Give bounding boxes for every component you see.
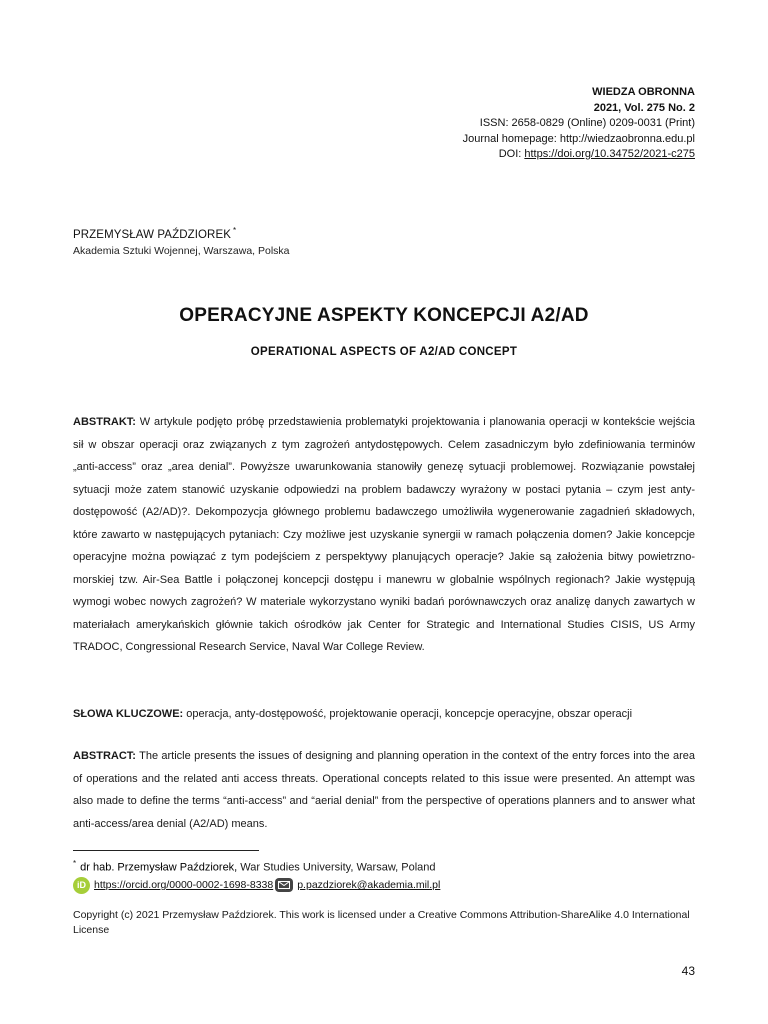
orcid-link[interactable]: https://orcid.org/0000-0002-1698-8338 (94, 879, 274, 891)
paper-subtitle: OPERATIONAL ASPECTS OF A2/AD CONCEPT (250, 346, 518, 358)
paper-title: OPERACYJNE ASPEKTY KONCEPCJI A2/AD (179, 305, 589, 326)
abstrakt-label: ABSTRAKT: (73, 416, 136, 428)
abstract-section (73, 745, 695, 835)
doi-link[interactable]: https://doi.org/10.34752/2021-c275 (524, 148, 695, 160)
footnote-name: dr hab. Przemysław Paździorek, (80, 861, 238, 874)
journal-header (463, 85, 695, 163)
journal-name: WIEDZA OBRONNA (592, 86, 695, 98)
journal-homepage: Journal homepage: http://wiedzaobronna.edu.pl (462, 132, 695, 145)
author-footnote-marker[interactable]: * (233, 226, 237, 235)
keywords-section (73, 703, 695, 726)
author-name: PRZEMYSŁAW PAŹDZIOREK (73, 228, 232, 241)
keywords-label: SŁOWA KLUCZOWE: (73, 708, 184, 720)
journal-volume: 2021, Vol. 275 No. 2 (593, 101, 695, 114)
abstrakt-text: W artykule podjęto próbę przedstawienia problematyki projektowania i planowania operacji w kontekście wejścia sił w obszar operacji oraz związanych z tym zagrożeń antydostępowych. Celem zasadniczym było zdefiniowania terminów „anti-access” oraz „area denial”. Powyższe uwarunkowania stanowiły genezę sytuacji problemowej. Rozwiązanie powstałej sytuacji może zatem stanowić uzyskanie odpowiedzi na problem badawczy wyrażony w postaci pytania – czym jest anty-dostępowość (A2/AD)?. Dekompozycja głównego problemu badawczego umożliwiła wygenerowanie zagadnień składowych, które zawarto w następujących pytaniach: Czy możliwe jest uzyskanie synergii w ramach połączenia domen? Jakie koncepcje operacyjne można powiązać z tym podejściem z perspektywy planujących operacje? Jakie są założenia bitwy powietrzno-morskiej tzw. Air-Sea Battle i połączonej koncepcji dostępu i manewru w globalnie wspólnych regionach? Jakie występują wymogi wobec nowych zagrożeń? W materiale wykorzystano wyniki badań porównawczych oraz analizę danych zawartych w materiałach amerykańskich głównie takich ośrodków jak Center for Strategic and International Studies CISIS, US Army TRADOC, Congressional Research Service, Naval War College Review. (73, 416, 695, 653)
footnote-author (73, 856, 436, 876)
journal-issn: ISSN: 2658-0829 (Online) 0209-0031 (Print) (479, 117, 695, 129)
author-line (73, 226, 236, 241)
footnote-divider (73, 850, 259, 851)
email-icon (275, 878, 293, 892)
journal-doi (463, 147, 695, 163)
abstract-text: The article presents the issues of designing and planning operation in the context of the entry forces into the area of operations and the related anti access threats. Operational concepts related to this issue were presented. An attempt was also made to define the terms “anti-access” and “aerial denial” from the perspective of operations planners and to answer what anti-access/area denial (A2/AD) means. (73, 750, 695, 830)
email-link[interactable]: p.pazdziorek@akademia.mil.pl (297, 879, 441, 891)
orcid-icon: iD (73, 877, 90, 894)
abstrakt-section (73, 411, 695, 659)
page-number: 43 (681, 964, 695, 978)
keywords-text: operacja, anty-dostępowość, projektowanie operacji, koncepcje operacyjne, obszar operacji (183, 708, 633, 720)
author-affiliation: Akademia Sztuki Wojennej, Warszawa, Polska (73, 245, 290, 257)
abstract-label: ABSTRACT: (73, 750, 136, 762)
footnote-affiliation: War Studies University, Warsaw, Poland (237, 861, 436, 874)
footnote-contacts (73, 874, 440, 896)
doi-label: DOI: (498, 148, 525, 160)
copyright-notice: Copyright (c) 2021 Przemysław Paździorek. This work is licensed under a Creative Commons Attribution-ShareAlike 4.0 International License (73, 909, 690, 936)
footnote-marker: * (73, 859, 77, 868)
